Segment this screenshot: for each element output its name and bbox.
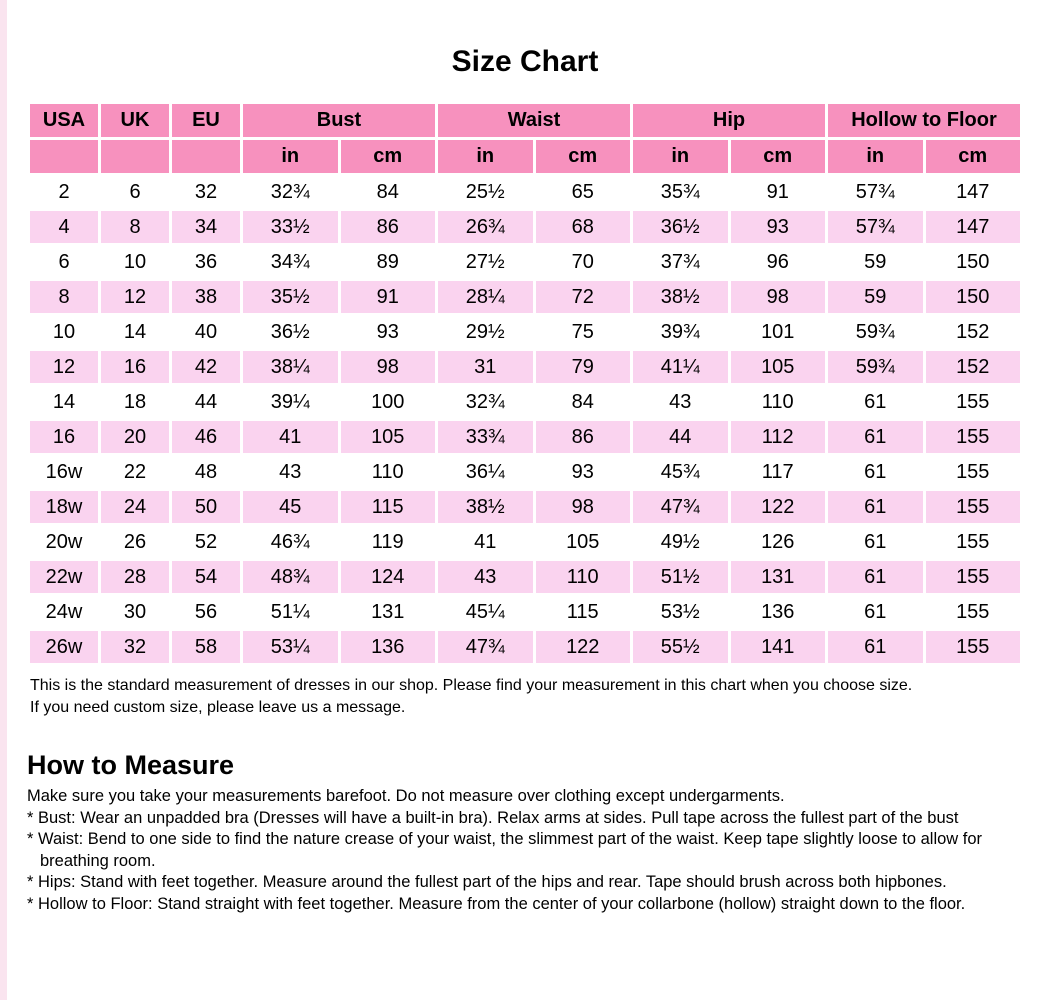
- size-cell: 58: [172, 631, 240, 663]
- size-cell: 4: [30, 211, 98, 243]
- size-cell: 10: [30, 316, 98, 348]
- size-cell: 72: [536, 281, 631, 313]
- unit-cell-bust-in: in: [243, 140, 338, 173]
- unit-cell-empty: [172, 140, 240, 173]
- size-cell: 105: [536, 526, 631, 558]
- size-cell: 61: [828, 526, 923, 558]
- col-header-usa: USA: [30, 104, 98, 137]
- size-cell: 2: [30, 176, 98, 208]
- size-cell: 91: [731, 176, 826, 208]
- size-cell: 93: [536, 456, 631, 488]
- left-edge-strip: [0, 0, 7, 1000]
- size-row: [30, 316, 1020, 348]
- unit-cell-waist-cm: cm: [536, 140, 631, 173]
- size-cell: 61: [828, 421, 923, 453]
- size-cell: 45¼: [438, 596, 533, 628]
- note-line-2: If you need custom size, please leave us a message.: [30, 699, 406, 716]
- size-cell: 16: [30, 421, 98, 453]
- size-cell: 61: [828, 561, 923, 593]
- measure-item-hips: * Hips: Stand with feet together. Measure around the fullest part of the hips and rear. Tape should brush across both hipbones.: [27, 873, 947, 891]
- size-cell: 36½: [633, 211, 728, 243]
- note-line-1: This is the standard measurement of dresses in our shop. Please find your measurement in this chart when you choose size.: [30, 677, 913, 694]
- size-cell: 45: [243, 491, 338, 523]
- size-cell: 57¾: [828, 176, 923, 208]
- size-cell: 61: [828, 631, 923, 663]
- size-cell: 32: [101, 631, 169, 663]
- size-cell: 46¾: [243, 526, 338, 558]
- size-cell: 93: [731, 211, 826, 243]
- size-cell: 43: [633, 386, 728, 418]
- size-cell: 6: [101, 176, 169, 208]
- size-cell: 84: [341, 176, 436, 208]
- measure-item-hollow-to-floor: * Hollow to Floor: Stand straight with feet together. Measure from the center of your collarbone (hollow) straight down to the floor.: [27, 894, 966, 913]
- size-cell: 49½: [633, 526, 728, 558]
- size-cell: 33¾: [438, 421, 533, 453]
- size-cell: 43: [438, 561, 533, 593]
- col-header-bust: Bust: [243, 104, 435, 137]
- size-cell: 10: [101, 246, 169, 278]
- size-row: [30, 596, 1020, 628]
- size-cell: 155: [926, 421, 1021, 453]
- size-cell: 35¾: [633, 176, 728, 208]
- size-cell: 44: [172, 386, 240, 418]
- size-cell: 51½: [633, 561, 728, 593]
- size-cell: 32¾: [243, 176, 338, 208]
- size-cell: 44: [633, 421, 728, 453]
- size-cell: 101: [731, 316, 826, 348]
- table-body: [30, 176, 1020, 663]
- size-cell: 53¼: [243, 631, 338, 663]
- size-cell: 54: [172, 561, 240, 593]
- col-header-hollow-to-floor: Hollow to Floor: [828, 104, 1020, 137]
- size-cell: 28: [101, 561, 169, 593]
- size-cell: 150: [926, 281, 1021, 313]
- size-cell: 84: [536, 386, 631, 418]
- size-cell: 35½: [243, 281, 338, 313]
- col-header-hip: Hip: [633, 104, 825, 137]
- size-cell: 38½: [438, 491, 533, 523]
- size-cell: 24w: [30, 596, 98, 628]
- size-cell: 43: [243, 456, 338, 488]
- size-cell: 55½: [633, 631, 728, 663]
- size-cell: 6: [30, 246, 98, 278]
- size-cell: 22w: [30, 561, 98, 593]
- size-cell: 98: [731, 281, 826, 313]
- size-cell: 57¾: [828, 211, 923, 243]
- col-header-uk: UK: [101, 104, 169, 137]
- unit-cell-waist-in: in: [438, 140, 533, 173]
- size-row: [30, 631, 1020, 663]
- size-cell: 45¾: [633, 456, 728, 488]
- size-row: [30, 351, 1020, 383]
- size-cell: 32¾: [438, 386, 533, 418]
- size-cell: 117: [731, 456, 826, 488]
- size-cell: 53½: [633, 596, 728, 628]
- size-cell: 65: [536, 176, 631, 208]
- size-cell: 59: [828, 246, 923, 278]
- size-cell: 112: [731, 421, 826, 453]
- size-cell: 8: [101, 211, 169, 243]
- table-header-row: [30, 104, 1020, 137]
- size-cell: 122: [731, 491, 826, 523]
- size-cell: 100: [341, 386, 436, 418]
- size-cell: 68: [536, 211, 631, 243]
- size-cell: 122: [536, 631, 631, 663]
- unit-cell-hip-cm: cm: [731, 140, 826, 173]
- size-cell: 131: [341, 596, 436, 628]
- size-cell: 86: [536, 421, 631, 453]
- size-cell: 70: [536, 246, 631, 278]
- col-header-waist: Waist: [438, 104, 630, 137]
- size-cell: 52: [172, 526, 240, 558]
- size-cell: 110: [731, 386, 826, 418]
- size-cell: 56: [172, 596, 240, 628]
- size-cell: 152: [926, 316, 1021, 348]
- size-row: [30, 386, 1020, 418]
- size-row: [30, 246, 1020, 278]
- size-cell: 59¾: [828, 351, 923, 383]
- size-cell: 14: [101, 316, 169, 348]
- size-cell: 46: [172, 421, 240, 453]
- size-cell: 39¾: [633, 316, 728, 348]
- size-cell: 48: [172, 456, 240, 488]
- size-cell: 136: [731, 596, 826, 628]
- size-cell: 147: [926, 211, 1021, 243]
- size-cell: 98: [536, 491, 631, 523]
- size-cell: 36¼: [438, 456, 533, 488]
- table-unit-row: [30, 140, 1020, 173]
- size-cell: 34¾: [243, 246, 338, 278]
- size-cell: 124: [341, 561, 436, 593]
- size-cell: 136: [341, 631, 436, 663]
- size-cell: 155: [926, 596, 1021, 628]
- unit-cell-htf-cm: cm: [926, 140, 1021, 173]
- size-cell: 155: [926, 561, 1021, 593]
- size-cell: 12: [30, 351, 98, 383]
- size-cell: 47¾: [438, 631, 533, 663]
- unit-cell-hip-in: in: [633, 140, 728, 173]
- size-cell: 119: [341, 526, 436, 558]
- size-chart-table: [27, 101, 1023, 666]
- size-cell: 36½: [243, 316, 338, 348]
- size-cell: 38¼: [243, 351, 338, 383]
- size-cell: 79: [536, 351, 631, 383]
- size-cell: 37¾: [633, 246, 728, 278]
- size-cell: 14: [30, 386, 98, 418]
- size-cell: 86: [341, 211, 436, 243]
- size-cell: 98: [341, 351, 436, 383]
- size-cell: 51¼: [243, 596, 338, 628]
- size-cell: 41¼: [633, 351, 728, 383]
- size-cell: 28¼: [438, 281, 533, 313]
- size-cell: 18: [101, 386, 169, 418]
- size-cell: 155: [926, 386, 1021, 418]
- size-cell: 8: [30, 281, 98, 313]
- size-cell: 39¼: [243, 386, 338, 418]
- table-header: [30, 104, 1020, 173]
- size-cell: 110: [536, 561, 631, 593]
- size-cell: 110: [341, 456, 436, 488]
- size-cell: 147: [926, 176, 1021, 208]
- unit-cell-bust-cm: cm: [341, 140, 436, 173]
- size-cell: 40: [172, 316, 240, 348]
- size-cell: 25½: [438, 176, 533, 208]
- size-cell: 59¾: [828, 316, 923, 348]
- size-cell: 93: [341, 316, 436, 348]
- size-cell: 16w: [30, 456, 98, 488]
- size-cell: 155: [926, 491, 1021, 523]
- size-cell: 89: [341, 246, 436, 278]
- page-title: Size Chart: [451, 45, 599, 78]
- size-cell: 12: [101, 281, 169, 313]
- size-cell: 59: [828, 281, 923, 313]
- size-cell: 41: [243, 421, 338, 453]
- size-row: [30, 456, 1020, 488]
- size-cell: 16: [101, 351, 169, 383]
- size-cell: 38½: [633, 281, 728, 313]
- unit-cell-empty: [101, 140, 169, 173]
- measure-item-bust: * Bust: Wear an unpadded bra (Dresses will have a built-in bra). Relax arms at sides. Pull tape across the fullest part of the bust: [27, 808, 959, 827]
- size-row: [30, 211, 1020, 243]
- note-block: [27, 675, 1023, 719]
- size-cell: 18w: [30, 491, 98, 523]
- size-cell: 155: [926, 526, 1021, 558]
- size-cell: 96: [731, 246, 826, 278]
- size-cell: 105: [731, 351, 826, 383]
- size-cell: 41: [438, 526, 533, 558]
- measure-item-waist: * Waist: Bend to one side to find the nature crease of your waist, the slimmest part of the waist. Keep tape slightly loose to allow for breathing room.: [27, 830, 983, 870]
- size-cell: 24: [101, 491, 169, 523]
- size-row: [30, 491, 1020, 523]
- size-cell: 34: [172, 211, 240, 243]
- size-cell: 26: [101, 526, 169, 558]
- size-cell: 61: [828, 456, 923, 488]
- size-cell: 155: [926, 631, 1021, 663]
- size-row: [30, 281, 1020, 313]
- size-cell: 75: [536, 316, 631, 348]
- unit-cell-htf-in: in: [828, 140, 923, 173]
- size-cell: 33½: [243, 211, 338, 243]
- size-cell: 141: [731, 631, 826, 663]
- measure-intro: Make sure you take your measurements barefoot. Do not measure over clothing except undergarments.: [27, 787, 785, 805]
- size-cell: 61: [828, 491, 923, 523]
- size-row: [30, 526, 1020, 558]
- size-cell: 150: [926, 246, 1021, 278]
- size-cell: 26¾: [438, 211, 533, 243]
- size-row: [30, 421, 1020, 453]
- size-cell: 50: [172, 491, 240, 523]
- size-cell: 48¾: [243, 561, 338, 593]
- size-cell: 22: [101, 456, 169, 488]
- size-cell: 155: [926, 456, 1021, 488]
- size-cell: 26w: [30, 631, 98, 663]
- unit-cell-empty: [30, 140, 98, 173]
- size-cell: 126: [731, 526, 826, 558]
- size-cell: 91: [341, 281, 436, 313]
- size-cell: 131: [731, 561, 826, 593]
- size-cell: 27½: [438, 246, 533, 278]
- size-cell: 30: [101, 596, 169, 628]
- size-cell: 29½: [438, 316, 533, 348]
- size-row: [30, 176, 1020, 208]
- size-cell: 42: [172, 351, 240, 383]
- how-to-measure-heading: How to Measure: [27, 750, 235, 780]
- size-cell: 105: [341, 421, 436, 453]
- size-cell: 32: [172, 176, 240, 208]
- size-row: [30, 561, 1020, 593]
- size-cell: 152: [926, 351, 1021, 383]
- size-cell: 61: [828, 386, 923, 418]
- size-cell: 31: [438, 351, 533, 383]
- col-header-eu: EU: [172, 104, 240, 137]
- size-cell: 47¾: [633, 491, 728, 523]
- size-cell: 36: [172, 246, 240, 278]
- size-cell: 38: [172, 281, 240, 313]
- size-cell: 115: [341, 491, 436, 523]
- size-cell: 20: [101, 421, 169, 453]
- size-cell: 61: [828, 596, 923, 628]
- size-cell: 20w: [30, 526, 98, 558]
- size-cell: 115: [536, 596, 631, 628]
